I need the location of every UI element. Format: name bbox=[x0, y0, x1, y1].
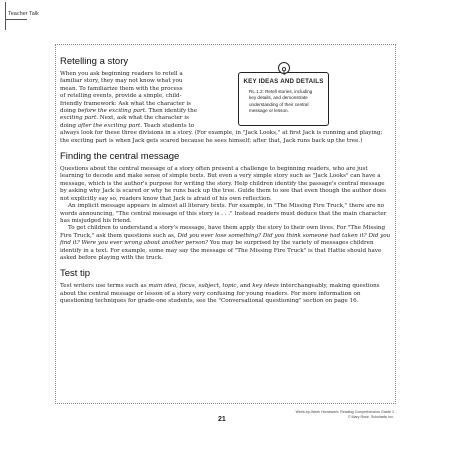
section-heading-central-message: Finding the central message bbox=[60, 151, 180, 163]
header-label: Teacher Talk bbox=[8, 11, 39, 17]
section-central-message bbox=[60, 151, 392, 262]
sidebar-standard-text bbox=[249, 89, 322, 115]
tip-text: Test writers use terms such as bbox=[60, 283, 149, 290]
credit-line: © Mary Rose, Scholastic Inc. bbox=[347, 414, 394, 419]
central-paragraph-1: Questions about the central message of a story often present a challenge to beginning readers, who are just learning to decode and make sense of simple texts. But even a very simple story such as "Jack Looks" can have a message, which is the author's purpose for writing the story. Help children identify the passage's central message by asking why Jack is scared or why he runs back up the tree. Guide them to see that even though the author does not explicitly say so, readers know that Jack is afraid of his own reflection. bbox=[60, 166, 387, 202]
central-emphasis: Did you ever lose something? Did you think someone had taken it? Did you find it? Were you ever wrong about another person? bbox=[60, 232, 391, 247]
retelling-emphasis: after the exciting part bbox=[77, 122, 141, 129]
sidebar-line: key details, and demonstrate bbox=[249, 95, 308, 101]
sidebar-line: RL.1.2: Retell stories, including bbox=[249, 89, 313, 94]
retelling-text: . Teach students to bbox=[140, 122, 195, 129]
retelling-emphasis: before the exciting part bbox=[77, 108, 145, 115]
central-text: You may be surprised by the variety of messages children identify in a text. For example, some may say the message of "The Missing Fire Truck" is that Hattie should have asked before playing with the truck. bbox=[60, 240, 382, 261]
retelling-line: familiar story, they may not know what you bbox=[60, 78, 183, 85]
tip-text: and bbox=[238, 283, 253, 290]
sidebar-line: message or lesson. bbox=[249, 108, 289, 114]
central-paragraph-3 bbox=[60, 225, 392, 262]
page-number: 21 bbox=[218, 416, 226, 423]
central-paragraph-2: An implicit message appears in almost all literary texts. For example, in "The Missing Fire Truck," there are no words announcing, "The central message of this story is . . ." Instead readers must deduce that the main character has misjudged his friend. bbox=[60, 203, 387, 224]
tip-text: interchangeably, making questions about the central message or lesson of a story very confusing for young readers. For more information on questioning techniques for grade-one students, see the "Conversational questioning" section on page 16. bbox=[60, 283, 380, 305]
page-content bbox=[60, 56, 392, 306]
credit-line: Week-by-Week Homework: Reading Comprehension Grade 1 bbox=[295, 410, 394, 414]
test-tip-paragraph bbox=[60, 283, 392, 305]
retelling-line: friendly framework: Ask what the character is bbox=[60, 100, 191, 107]
retelling-line: of retelling events, provide a simple, child- bbox=[60, 93, 182, 100]
section-heading-test-tip: Test tip bbox=[60, 268, 91, 280]
retelling-text: . Next, ask what the character is bbox=[96, 115, 189, 122]
retelling-paragraph bbox=[60, 71, 392, 145]
retelling-line: mean. To familiarize them with the process bbox=[60, 85, 183, 92]
sidebar-line: understanding of their central bbox=[249, 101, 309, 107]
standards-sidebar bbox=[238, 72, 329, 126]
tip-emphasis: main idea, focus, subject, topic, bbox=[148, 283, 239, 290]
section-heading-retelling: Retelling a story bbox=[60, 56, 129, 67]
footer-credit bbox=[296, 410, 394, 419]
retelling-line: When you ask beginning readers to retell a bbox=[60, 71, 183, 77]
retelling-text: always look for these three divisions in a story. (For example, in "Jack Looks," at first Jack is running and playing; the exciting part is when Jack gets scared because he sees himself; after that, Jack runs back up the tree.) bbox=[60, 130, 383, 144]
retelling-text: doing bbox=[60, 108, 78, 115]
retelling-text: . Then identify the bbox=[144, 108, 198, 115]
section-test-tip bbox=[60, 268, 392, 305]
retelling-text: doing bbox=[60, 122, 78, 129]
section-retelling bbox=[60, 56, 392, 145]
header-rule-horizontal bbox=[5, 19, 27, 20]
tip-emphasis: key ideas bbox=[252, 283, 279, 290]
key-icon bbox=[278, 62, 290, 74]
retelling-emphasis: exciting part bbox=[60, 115, 97, 122]
sidebar-title: KEY IDEAS AND DETAILS bbox=[243, 78, 324, 85]
central-text: To get children to understand a story's message, have them apply the story to their own lives. For "The Missing Fire Truck," ask them questions such as, bbox=[60, 225, 386, 239]
header-rule-vertical bbox=[5, 2, 6, 30]
